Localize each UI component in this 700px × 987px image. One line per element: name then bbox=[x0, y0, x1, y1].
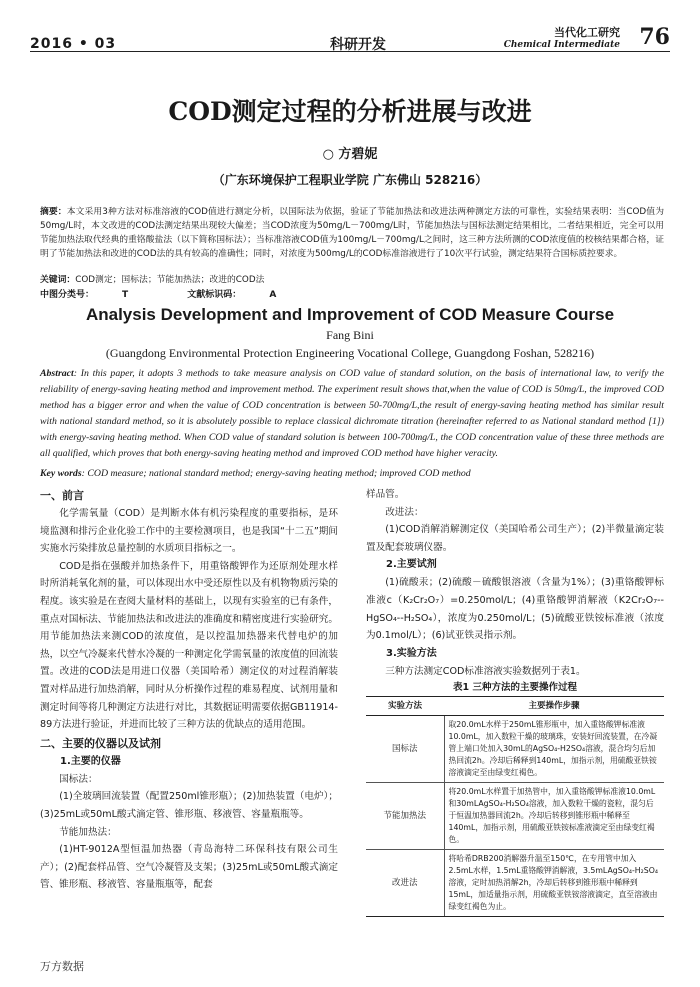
intro-paragraph-2: COD是指在强酸并加热条件下，用重铬酸钾作为还原剂处理水样时所消耗氧化剂的量，可以体现出水中受还原性以及有机物物质污染的程度。该实验是在查阅大量材料的基础上，以现有实验室的已有条件，重点对国标法、节能加热法和改进法的准确度和精密度进行实验研究。用节能加热法来测COD的浓度值，是以控温加热器来代替电炉的加热，以空气冷凝来代替水冷凝的一种测定化学需氧量的浓度值的回流装置。改进的COD法是用进口仪器（美国哈希）测定仪的对过程消解装置对样品进行加热消解，同时从分析操作过程的难易程度、试剂用量和测定时间等将几种测定方法进行对比，其数据证明需要依据GB11914-89方法进行验证，并进而比较了三种方法的优缺点的适用范围。 bbox=[40, 560, 338, 731]
author: ○ 方碧妮 bbox=[322, 147, 378, 162]
english-keywords-label: Key words bbox=[40, 468, 82, 479]
reagents-list: (1)硫酸汞；(2)硫酸－硫酸银溶液（含量为1%）；(3)重铬酸钾标准液c（K₂Cr₂O₇）=0.250mol/L；(4)重铬酸钾消解液（K2Cr₂O₇--HgSO₄--H₂SO₄），浓度为0.250mol/L；(5)硫酸亚铁铵标准液（浓度为0.1mol/L）；(6)试亚铁灵指示剂。 bbox=[366, 577, 664, 642]
english-affiliation: (Guangdong Environmental Protection Engineering Vocational College, Guangdong Foshan, 528216) bbox=[105, 346, 595, 360]
left-column bbox=[40, 486, 338, 894]
table-header-steps: 主要操作步骤 bbox=[444, 697, 664, 716]
abstract-cn bbox=[40, 205, 664, 261]
table-header-method: 实验方法 bbox=[366, 697, 444, 716]
table-cell-method: 节能加热法 bbox=[366, 783, 444, 850]
footer-source: 万方数据 bbox=[40, 960, 84, 973]
heading-reagents: 2.主要试剂 bbox=[386, 559, 437, 571]
page-number: 76 bbox=[639, 24, 670, 50]
abstract-cn-label: 摘要： bbox=[40, 207, 67, 217]
heading-method: 3.实验方法 bbox=[386, 647, 437, 659]
energy-label: 节能加热法： bbox=[59, 826, 117, 838]
keywords-cn-label: 关键词： bbox=[40, 275, 76, 285]
english-abstract bbox=[40, 366, 664, 462]
operations-table bbox=[366, 696, 664, 917]
heading-instruments: 二、主要的仪器以及试剂 bbox=[40, 736, 161, 750]
cls-value: T bbox=[122, 290, 129, 300]
english-keywords-text: : COD measure; national standard method; energy-saving heating method; improved COD method bbox=[81, 468, 471, 479]
classification bbox=[40, 288, 664, 302]
heading-main-instruments: 1.主要的仪器 bbox=[60, 755, 121, 767]
improved-instruments: (1)COD消解消解测定仪（美国哈希公司生产）；(2)半微量滴定装置及配套玻璃仪器。 bbox=[366, 524, 664, 553]
improved-label: 改进法： bbox=[385, 506, 424, 518]
section-name: 科研开发 bbox=[330, 37, 386, 53]
table-header-row bbox=[366, 697, 664, 716]
english-abstract-label: Abstract bbox=[40, 368, 74, 379]
magazine-name-cn: 当代化工研究 bbox=[554, 26, 620, 39]
cls-label: 中图分类号： bbox=[40, 290, 95, 300]
magazine-name-en: Chemical Intermediate bbox=[503, 40, 620, 50]
table-caption: 表1 三种方法的主要操作过程 bbox=[453, 682, 577, 694]
table-cell-steps: 将20.0mL水样置于加热管中，加入重铬酸钾标准液10.0mL和30mLAgSO₄-H₂SO₄溶液，加入数粒干燥的瓷粒，混匀后于恒温加热器回流2h。冷却后转移到锥形瓶中稀释至140mL，加指示剂，用硫酸亚铁铵标准液滴定至由绿变红褐色。 bbox=[444, 783, 664, 850]
table-row bbox=[366, 783, 664, 850]
table-cell-steps: 将哈希DRB200消解器升温至150℃，在专用管中加入2.5mL水样，1.5mL重铬酸钾消解液，3.5mLAgSO₄-H₂SO₄溶液，定时加热消解2h，冷却后转移到锥形瓶中稀释到15mL，加适量指示剂，用硫酸亚铁铵溶液滴定，直至溶液由绿变红褐色为止。 bbox=[444, 850, 664, 917]
keywords-cn bbox=[40, 273, 664, 287]
energy-instruments: (1)HT-9012A型恒温加热器（青岛海特二环保科技有限公司生产）；(2)配套样品管、空气冷凝管及支架；(3)25mL或50mL酸式滴定管、锥形瓶、移液管、容量瓶瓶等，配套 bbox=[40, 844, 338, 891]
national-instruments: (1)全玻璃回流装置（配置250ml锥形瓶）；(2)加热装置（电炉）；(3)25mL或50mL酸式滴定管、锥形瓶、移液管、容量瓶瓶等。 bbox=[40, 791, 338, 820]
national-label: 国标法： bbox=[59, 773, 98, 785]
english-keywords bbox=[40, 466, 664, 482]
english-title: Analysis Development and Improvement of COD Measure Course bbox=[85, 305, 615, 324]
intro-paragraph-1: 化学需氧量（COD）是判断水体有机污染程度的重要指标，是环境监测和排污企业化验工作中的主要检测项目，也是我国“十二五”期间实施水污染排放总量控制的水质项目指标之一。 bbox=[40, 508, 338, 555]
continuation-text: 样品管。 bbox=[366, 489, 405, 500]
keywords-cn-text: COD测定；国标法；节能加热法；改进的COD法 bbox=[75, 275, 265, 285]
table-cell-steps: 取20.0mL水样于250mL锥形瓶中，加入重铬酸钾标准液10.0mL，加入数粒干燥的玻璃珠，安装好回流装置，在冷凝管上端口处加入30mL的AgSO₄-H2SO₄溶液，混合均匀后加热回流2h。冷却后稀释到140mL，加指示剂，用硫酸亚铁铵溶液滴定至由绿变红褐色。 bbox=[444, 716, 664, 783]
right-column bbox=[366, 486, 664, 917]
table-row bbox=[366, 716, 664, 783]
issue-date: 2016 • 03 bbox=[30, 36, 117, 52]
table-row bbox=[366, 850, 664, 917]
english-abstract-text: : In this paper, it adopts 3 methods to take measure analysis on COD value of standard solution, on the basis of international law, to verify the reliability of energy-saving heating method and improvement method. The experiment result shows that,when the value of COD is 50mg/L, the improved COD method has a bigger error and when the value of COD concentration is between 50-700mg/L,the result of energy-saving heating method has similar result with national standard method, so it is absolutely possible to replace classical dichromate titration (hereinafter referred to as National standard method [1]) with energy-saving heating method. When COD value of standard solution is between 100-700mg/L, the COD concentration value of these three methods are all qualified, which proves that both energy-saving heating method and improved COD method have higher veracity. bbox=[40, 368, 664, 459]
magazine-name bbox=[504, 24, 620, 50]
running-header bbox=[30, 12, 670, 52]
affiliation: （广东环境保护工程职业学院 广东佛山 528216） bbox=[212, 173, 488, 187]
table-cell-method: 国标法 bbox=[366, 716, 444, 783]
heading-introduction: 一、前言 bbox=[40, 489, 84, 502]
article-title: COD测定过程的分析进展与改进 bbox=[168, 97, 532, 126]
english-author: Fang Bini bbox=[326, 328, 374, 342]
table-cell-method: 改进法 bbox=[366, 850, 444, 917]
abstract-cn-text: 本文采用3种方法对标准溶液的COD值进行测定分析，以国际法为依据，验证了节能加热法和改进法两种测定方法的可靠性，实验结果表明：当COD值为50mg/L时，本文改进的COD法测定结果出现较大偏差；当COD浓度为50mg/L－700mg/L时，节能加热法与国标法测定结果相比，二者结果相近，完全可以用节能加热法取代经典的重铬酸盐法（以下简称国标法）；当标准溶液COD值为100mg/L－700mg/L之间时，这三种方法所测的COD浓度值的校核结果都合格，证明了节能加热法和改进的COD法的具有较高的准确性；同时，对浓度为500mg/L的COD标准溶液进行了10次平行试验，测定结果符合国标质控要求。 bbox=[40, 207, 664, 259]
method-text: 三种方法测定COD标准溶液实验数据列于表1。 bbox=[385, 665, 586, 677]
doc-value: A bbox=[269, 290, 277, 300]
doc-label: 文献标识码： bbox=[187, 290, 242, 300]
